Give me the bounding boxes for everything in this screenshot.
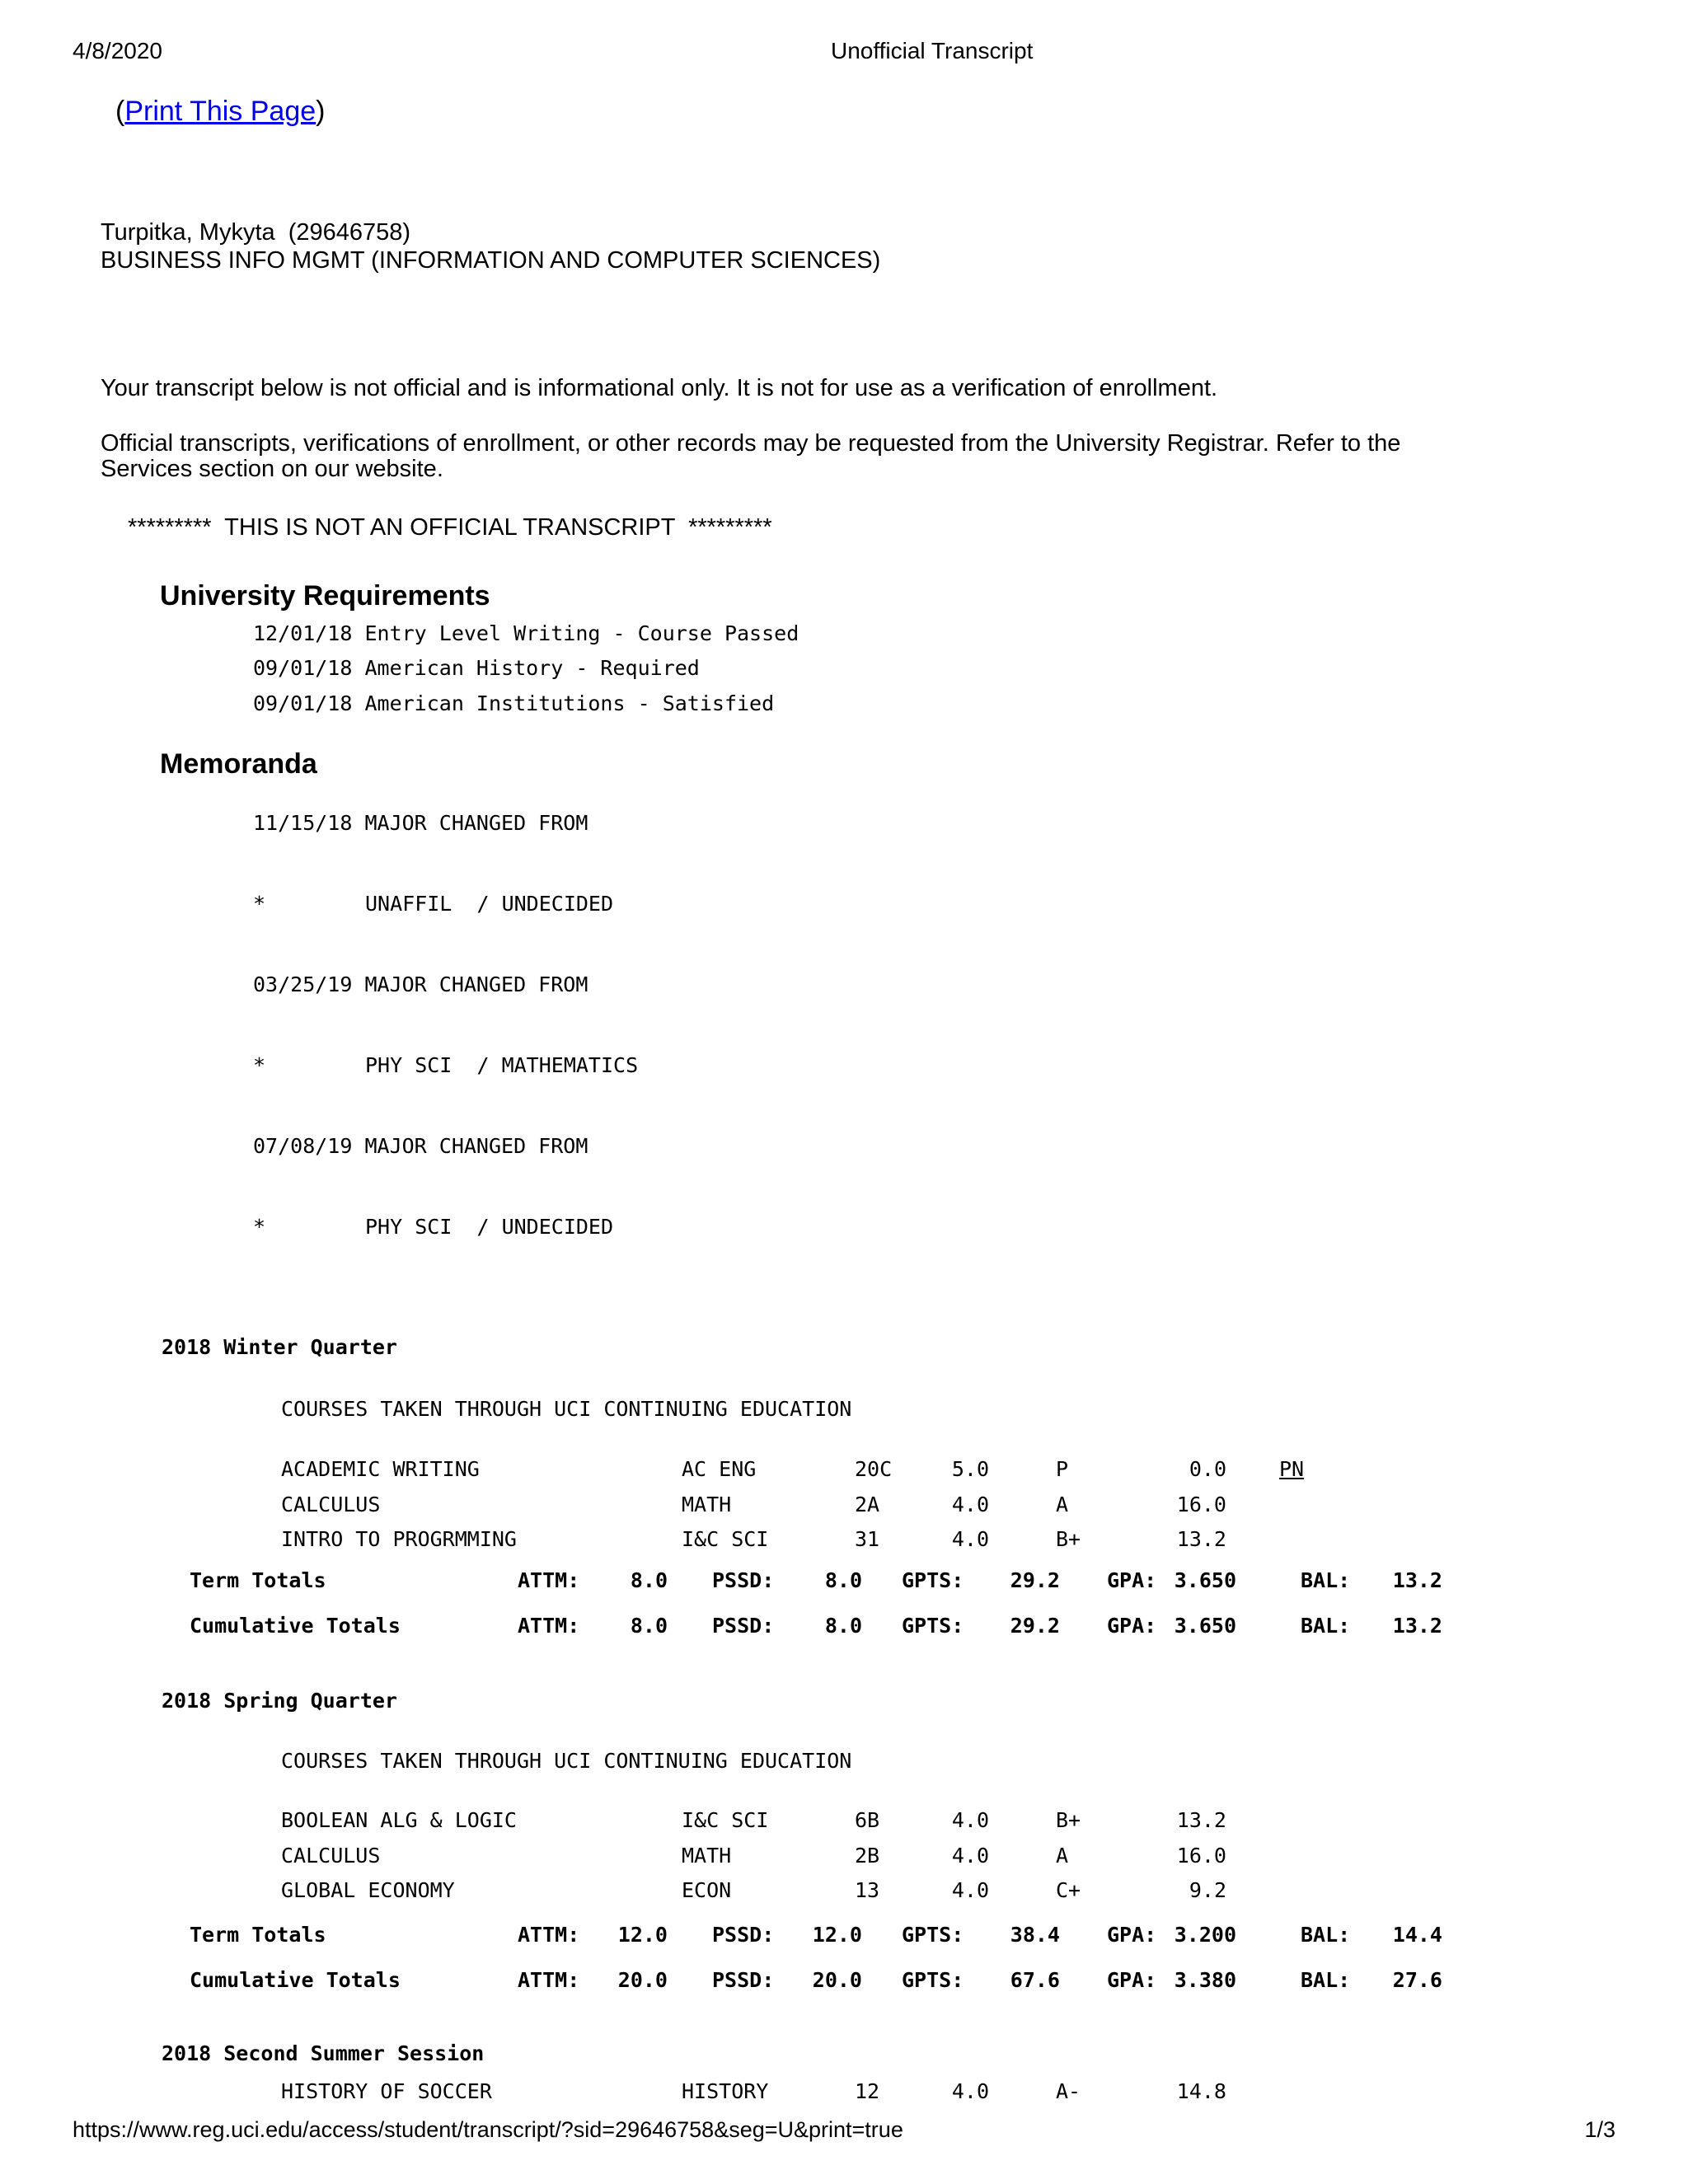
course-points: 9.2 [1189, 1878, 1226, 1902]
gpts-value: 38.4 [1010, 1923, 1060, 1947]
course-points: 14.8 [1176, 2079, 1226, 2103]
gpts-label: GPTS: [902, 1923, 964, 1947]
attm-value: 8.0 [630, 1568, 668, 1592]
memo-detail: PHY SCI / MATHEMATICS [365, 1053, 639, 1077]
course-row [0, 1493, 1688, 1522]
pssd-value: 20.0 [812, 1968, 862, 1992]
term-heading-summer: 2018 Second Summer Session [162, 2041, 485, 2065]
gpa-label: GPA: [1107, 1923, 1157, 1947]
course-grade: C+ [1056, 1878, 1081, 1902]
course-dept: I&C SCI [682, 1527, 769, 1551]
bal-value: 27.6 [1392, 1968, 1442, 1992]
course-units: 4.0 [951, 1527, 989, 1551]
gpa-label: GPA: [1107, 1568, 1157, 1592]
memo-date-line: 11/15/18 MAJOR CHANGED FROM [253, 811, 588, 835]
attm-label: ATTM: [518, 1968, 580, 1992]
course-title: INTRO TO PROGRMMING [281, 1527, 517, 1551]
course-row [0, 1808, 1688, 1838]
course-row [0, 1844, 1688, 1873]
print-header-title: Unofficial Transcript [831, 38, 1034, 63]
course-grade: A- [1056, 2079, 1081, 2103]
cumulative-totals-row [0, 1968, 1688, 1998]
course-units: 4.0 [951, 1493, 989, 1516]
course-number: 12 [855, 2079, 880, 2103]
term-heading-winter: 2018 Winter Quarter [162, 1335, 397, 1359]
attm-value: 8.0 [630, 1614, 668, 1638]
print-link-close-paren: ) [316, 96, 326, 127]
attm-label: ATTM: [518, 1568, 580, 1592]
requirement-item: 09/01/18 American Institutions - Satisfied [253, 691, 775, 715]
gpts-label: GPTS: [902, 1568, 964, 1592]
course-number: 13 [855, 1878, 880, 1902]
print-header-date: 4/8/2020 [73, 38, 162, 63]
print-link-open-paren: ( [115, 96, 125, 127]
student-major: BUSINESS INFO MGMT (INFORMATION AND COMPUTER SCIENCES) [101, 247, 881, 274]
course-title: BOOLEAN ALG & LOGIC [281, 1808, 517, 1832]
print-link-wrap [115, 96, 325, 128]
cumulative-totals-row [0, 1614, 1688, 1643]
student-name: Turpitka, Mykyta (29646758) [101, 219, 411, 246]
course-dept: MATH [682, 1844, 732, 1868]
memo-detail: UNAFFIL / UNDECIDED [365, 892, 614, 916]
course-grade: A [1056, 1844, 1069, 1868]
gpa-value: 3.650 [1174, 1614, 1236, 1638]
requirement-item: 09/01/18 American History - Required [253, 656, 700, 680]
term-note: COURSES TAKEN THROUGH UCI CONTINUING EDUCATION [281, 1749, 852, 1773]
term-heading-spring: 2018 Spring Quarter [162, 1689, 397, 1713]
course-number: 2B [855, 1844, 880, 1868]
memo-date-line: 03/25/19 MAJOR CHANGED FROM [253, 972, 588, 996]
gpa-label: GPA: [1107, 1968, 1157, 1992]
course-title: CALCULUS [281, 1844, 381, 1868]
course-title: GLOBAL ECONOMY [281, 1878, 455, 1902]
course-units: 5.0 [951, 1457, 989, 1481]
memo-detail: PHY SCI / UNDECIDED [365, 1215, 614, 1239]
course-number: 20C [855, 1457, 893, 1481]
pssd-label: PSSD: [712, 1923, 775, 1947]
totals-label: Term Totals [190, 1568, 326, 1592]
course-points: 16.0 [1176, 1844, 1226, 1868]
bal-value: 13.2 [1392, 1614, 1442, 1638]
course-row [0, 1878, 1688, 1908]
course-title: HISTORY OF SOCCER [281, 2079, 492, 2103]
pssd-label: PSSD: [712, 1568, 775, 1592]
course-number: 31 [855, 1527, 880, 1551]
disclaimer-line-1: Your transcript below is not official and is informational only. It is not for use as a verification of enrollment. [101, 375, 1218, 401]
gpts-value: 29.2 [1010, 1614, 1060, 1638]
pssd-label: PSSD: [712, 1614, 775, 1638]
bal-value: 14.4 [1392, 1923, 1442, 1947]
course-units: 4.0 [951, 1808, 989, 1832]
course-points: 13.2 [1176, 1527, 1226, 1551]
course-dept: MATH [682, 1493, 732, 1516]
attm-label: ATTM: [518, 1614, 580, 1638]
disclaimer-line-2b: Services section on our website. [101, 456, 443, 482]
gpts-label: GPTS: [902, 1614, 964, 1638]
university-requirements-heading: University Requirements [160, 580, 490, 612]
term-totals-row [0, 1923, 1688, 1952]
course-grade: P [1056, 1457, 1069, 1481]
gpts-value: 29.2 [1010, 1568, 1060, 1592]
gpa-value: 3.200 [1174, 1923, 1236, 1947]
not-official-banner: ********* THIS IS NOT AN OFFICIAL TRANSCRIPT ********* [128, 514, 772, 541]
course-dept: I&C SCI [682, 1808, 769, 1832]
print-footer-url: https://www.reg.uci.edu/access/student/transcript/?sid=29646758&seg=U&print=true [73, 2117, 903, 2142]
bal-label: BAL: [1301, 1968, 1351, 1992]
memoranda-heading: Memoranda [160, 748, 317, 780]
print-footer-page-number: 1/3 [1584, 2117, 1615, 2142]
course-points: 13.2 [1176, 1808, 1226, 1832]
pssd-value: 12.0 [812, 1923, 862, 1947]
gpts-label: GPTS: [902, 1968, 964, 1992]
course-row [0, 1457, 1688, 1487]
course-points: 16.0 [1176, 1493, 1226, 1516]
course-title: ACADEMIC WRITING [281, 1457, 480, 1481]
course-dept: HISTORY [682, 2079, 769, 2103]
pssd-label: PSSD: [712, 1968, 775, 1992]
disclaimer-line-2a: Official transcripts, verifications of enrollment, or other records may be requested from the University Registrar. Refer to the [101, 430, 1401, 457]
pssd-value: 8.0 [824, 1614, 862, 1638]
course-units: 4.0 [951, 2079, 989, 2103]
course-row [0, 2079, 1688, 2109]
course-number: 2A [855, 1493, 880, 1516]
bal-label: BAL: [1301, 1614, 1351, 1638]
pssd-value: 8.0 [824, 1568, 862, 1592]
attm-value: 20.0 [617, 1968, 668, 1992]
memo-marker: * [253, 1215, 266, 1239]
course-grade: A [1056, 1493, 1069, 1516]
course-dept: ECON [682, 1878, 732, 1902]
memo-marker: * [253, 892, 266, 916]
totals-label: Cumulative Totals [190, 1968, 401, 1992]
course-points: 0.0 [1189, 1457, 1226, 1481]
attm-value: 12.0 [617, 1923, 668, 1947]
print-this-page-link[interactable]: Print This Page [124, 96, 316, 127]
totals-label: Term Totals [190, 1923, 326, 1947]
requirement-item: 12/01/18 Entry Level Writing - Course Passed [253, 621, 799, 645]
gpa-value: 3.650 [1174, 1568, 1236, 1592]
bal-label: BAL: [1301, 1568, 1351, 1592]
gpts-value: 67.6 [1010, 1968, 1060, 1992]
totals-label: Cumulative Totals [190, 1614, 401, 1638]
course-dept: AC ENG [682, 1457, 757, 1481]
memo-date-line: 07/08/19 MAJOR CHANGED FROM [253, 1134, 588, 1158]
course-number: 6B [855, 1808, 880, 1832]
gpa-value: 3.380 [1174, 1968, 1236, 1992]
course-grade: B+ [1056, 1527, 1081, 1551]
course-units: 4.0 [951, 1878, 989, 1902]
course-repeat-flag-link[interactable]: PN [1279, 1457, 1305, 1481]
course-grade: B+ [1056, 1808, 1081, 1832]
term-note: COURSES TAKEN THROUGH UCI CONTINUING EDUCATION [281, 1397, 852, 1421]
bal-label: BAL: [1301, 1923, 1351, 1947]
course-title: CALCULUS [281, 1493, 381, 1516]
course-row [0, 1527, 1688, 1557]
gpa-label: GPA: [1107, 1614, 1157, 1638]
memo-marker: * [253, 1053, 266, 1077]
term-totals-row [0, 1568, 1688, 1598]
course-units: 4.0 [951, 1844, 989, 1868]
bal-value: 13.2 [1392, 1568, 1442, 1592]
attm-label: ATTM: [518, 1923, 580, 1947]
